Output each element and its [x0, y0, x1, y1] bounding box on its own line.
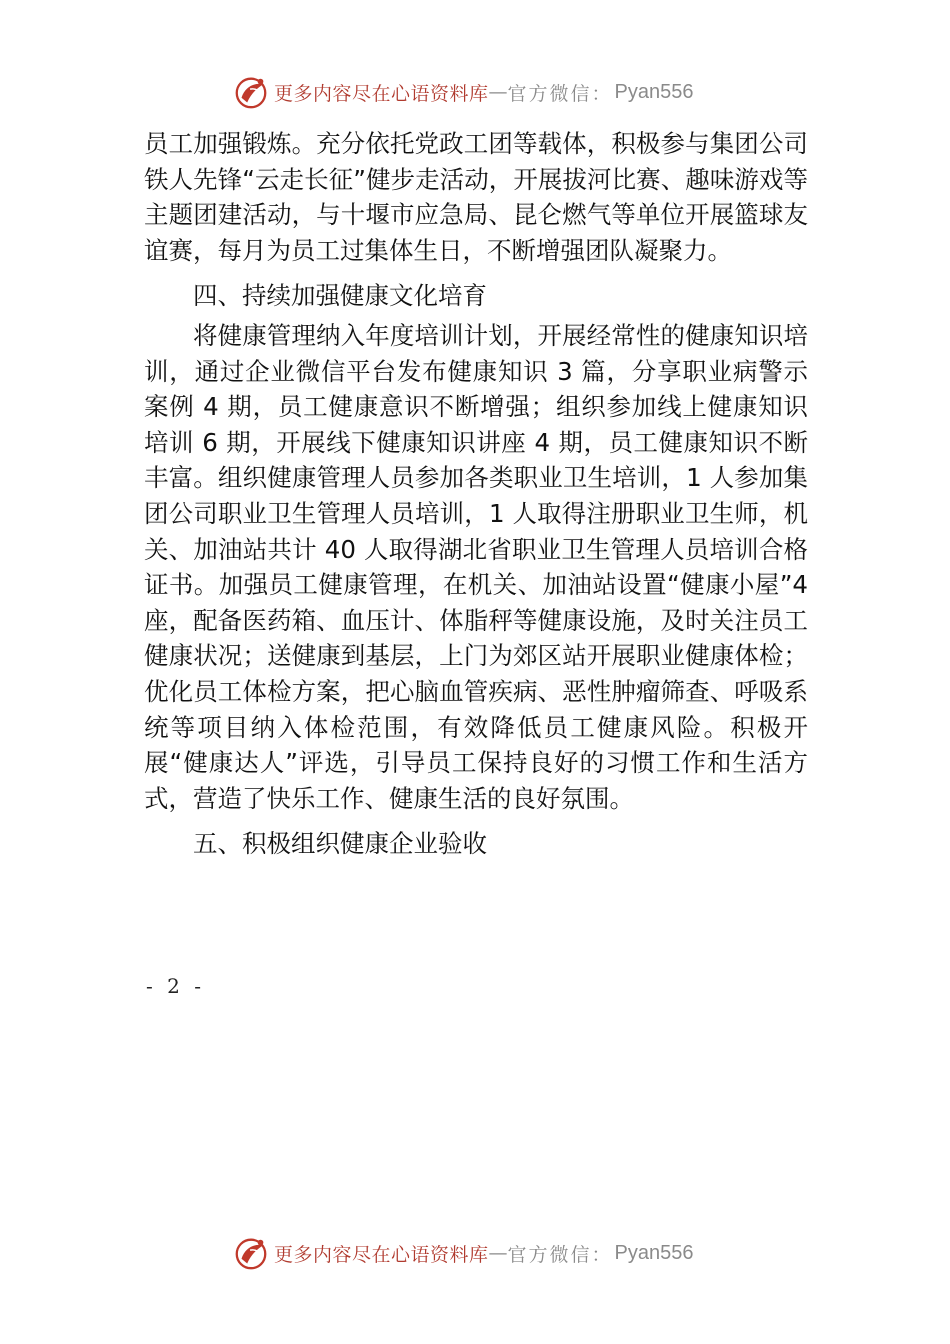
watermark-library-text: 更多内容尽在心语资料库 — [274, 82, 489, 105]
watermark-wechat-id: Pyan556 — [614, 1241, 694, 1264]
watermark-wechat-id: Pyan556 — [614, 80, 694, 103]
paragraph-health-culture: 将健康管理纳入年度培训计划，开展经常性的健康知识培训，通过企业微信平台发布健康知识 3 篇，分享职业病警示案例 4 期，员工健康意识不断增强；组织参加线上健康知识培训 6 期，开展线下健康知识讲座 4 期，员工健康知识不断丰富。组织健康管理人员参加各类职业卫生培训，1 人参加集团公司职业卫生管理人员培训，1 人取得注册职业卫生师，机关、加油站共计 40 人取得湖北省职业卫生管理人员培训合格证书。加强员工健康管理，在机关、加油站设置“健康小屋”4 座，配备医药箱、血压计、体脂秤等健康设施，及时关注员工健康状况；送健康到基层，上门为郊区站开展职业健康体检；优化员工体检方案，把心脑血管疾病、恶性肿瘤筛查、呼吸系统等项目纳入体检范围，有效降低员工健康风险。积极开展“健康达人”评选，引导员工保持良好的习惯工作和生活方式，营造了快乐工作、健康生活的良好氛围。 — [144, 320, 808, 813]
document-body — [144, 126, 808, 862]
library-logo-icon — [232, 1234, 270, 1272]
library-logo-icon — [232, 73, 270, 111]
watermark-footer — [232, 1233, 752, 1273]
watermark-wechat-label: 官方微信： — [507, 82, 613, 105]
watermark-wechat-label: 官方微信： — [507, 1243, 613, 1266]
watermark-header — [232, 72, 752, 112]
watermark-separator: — — [488, 1242, 508, 1264]
section-heading-4: 四、持续加强健康文化培育 — [193, 281, 487, 311]
paragraph-continued: 员工加强锻炼。充分依托党政工团等载体，积极参与集团公司铁人先锋“云走长征”健步走活动，开展拔河比赛、趣味游戏等主题团建活动，与十堰市应急局、昆仑燃气等单位开展篮球友谊赛，每月为员工过集体生日，不断增强团队凝聚力。 — [144, 129, 808, 265]
page-number: - 2 - — [146, 974, 205, 998]
watermark-library-text: 更多内容尽在心语资料库 — [274, 1243, 489, 1266]
section-heading-5: 五、积极组织健康企业验收 — [193, 829, 487, 859]
watermark-separator: — — [488, 81, 508, 103]
